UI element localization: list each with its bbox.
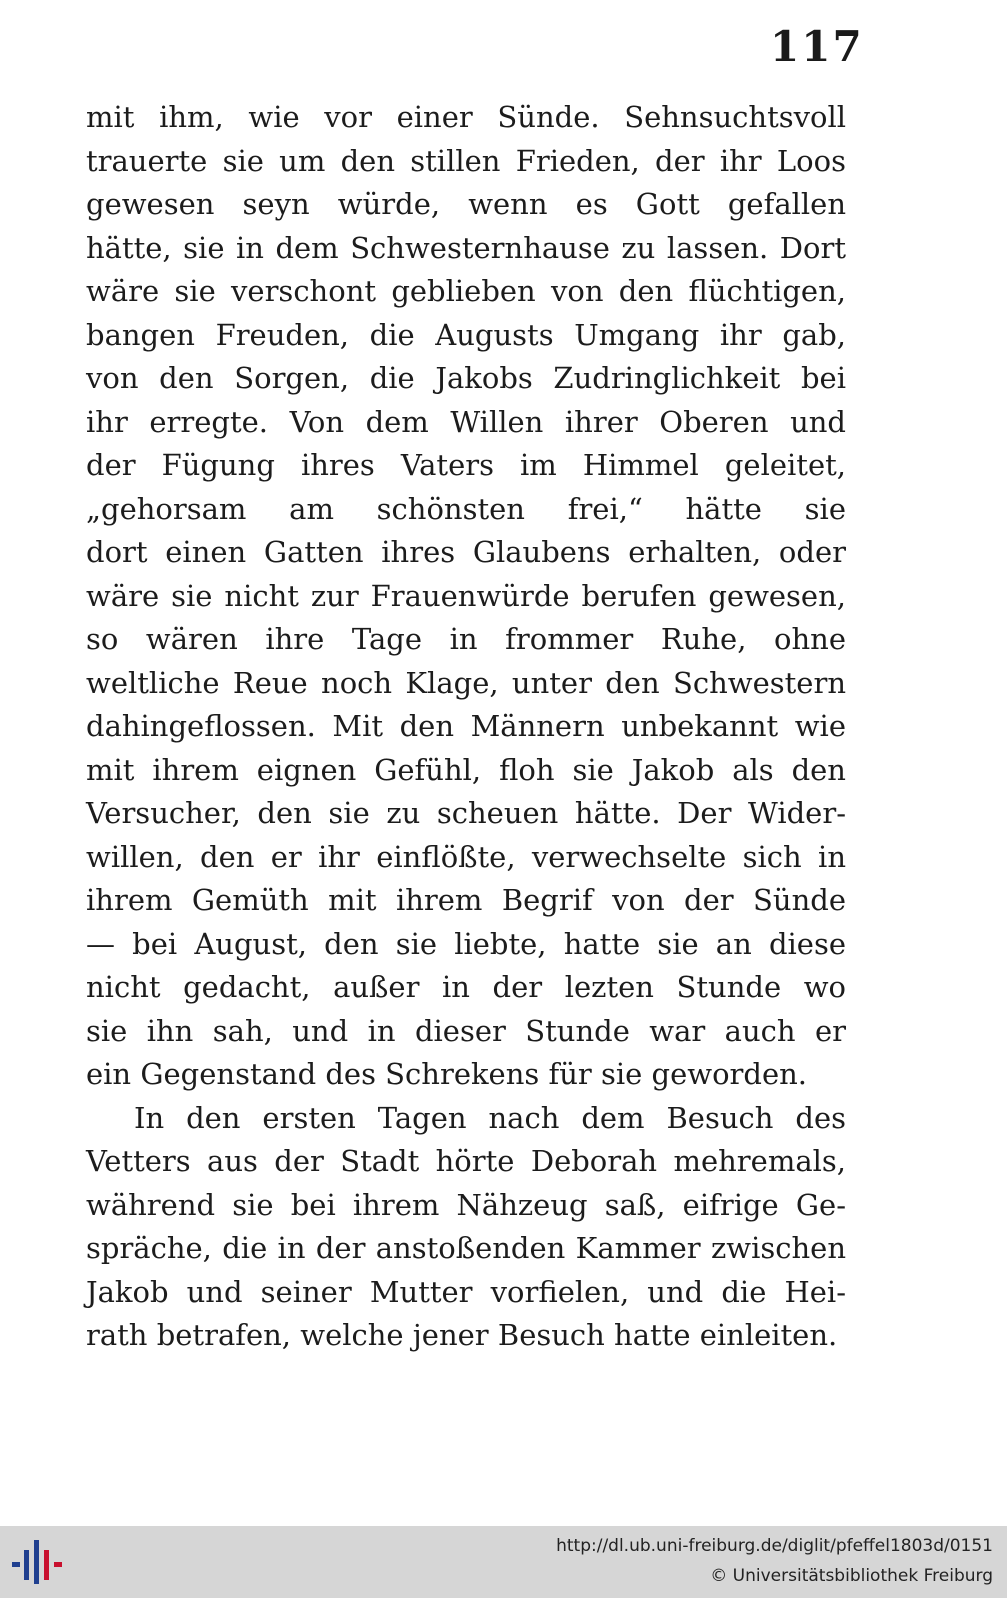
text-line: hätte, sie in dem Schwesternhause zu lassen. Dort <box>86 230 846 265</box>
text-line: ihr erregte. Von dem Willen ihrer Oberen und <box>86 404 846 439</box>
text-line: Jakob und seiner Mutter vorfielen, und die Hei- <box>86 1274 846 1309</box>
text-line: dahingeflossen. Mit den Männern unbekannt wie <box>86 709 846 743</box>
document-url-link[interactable]: http://dl.ub.uni-freiburg.de/diglit/pfeffel1803d/0151 <box>556 1536 993 1556</box>
text-line: trauerte sie um den stillen Frieden, der ihr Loos <box>86 143 846 178</box>
text-line: weltliche Reue noch Klage, unter den Schwestern <box>86 665 846 700</box>
text-line: wäre sie verschont geblieben von den flüchtigen, <box>86 274 846 308</box>
text-line: Vetters aus der Stadt hörte Deborah mehremals, <box>86 1144 846 1178</box>
page-number: 117 <box>770 22 864 71</box>
text-line: von den Sorgen, die Jakobs Zudringlichkeit bei <box>86 361 846 395</box>
ub-freiburg-logo-icon[interactable] <box>12 1540 64 1584</box>
text-line: während sie bei ihrem Nähzeug saß, eifrige Ge- <box>86 1187 846 1222</box>
text-line: mit ihrem eignen Gefühl, floh sie Jakob als den <box>86 752 846 787</box>
text-line: — bei August, den sie liebte, hatte sie an diese <box>86 926 846 961</box>
text-line: In den ersten Tagen nach dem Besuch des <box>134 1100 846 1135</box>
text-line: gewesen seyn würde, wenn es Gott gefallen <box>86 187 846 221</box>
text-line: rath betrafen, welche jener Besuch hatte einleiten. <box>86 1318 838 1352</box>
text-line: dort einen Gatten ihres Glaubens erhalten, oder <box>86 535 846 569</box>
text-line: „gehorsam am schönsten frei,“ hätte sie <box>86 491 846 526</box>
viewer-footer <box>0 1526 1007 1598</box>
text-line: ihrem Gemüth mit ihrem Begrif von der Sünde <box>86 883 846 917</box>
text-line: willen, den er ihr einflößte, verwechselte sich in <box>86 839 846 874</box>
copyright-notice: © Universitätsbibliothek Freiburg <box>710 1566 993 1586</box>
text-line: mit ihm, wie vor einer Sünde. Sehnsuchtsvoll <box>86 100 846 134</box>
text-line: Versucher, den sie zu scheuen hätte. Der Wider- <box>86 796 846 830</box>
text-line: spräche, die in der anstoßenden Kammer zwischen <box>86 1231 846 1265</box>
text-line: bangen Freuden, die Augusts Umgang ihr gab, <box>86 317 846 352</box>
text-line: sie ihn sah, und in dieser Stunde war auch er <box>86 1013 846 1048</box>
text-line: ein Gegenstand des Schrekens für sie geworden. <box>86 1057 808 1091</box>
text-line: der Fügung ihres Vaters im Himmel geleitet, <box>86 448 846 482</box>
body-text <box>86 96 846 1358</box>
text-line: so wären ihre Tage in frommer Ruhe, ohne <box>86 622 846 656</box>
text-line: nicht gedacht, außer in der lezten Stunde wo <box>86 970 846 1004</box>
text-line: wäre sie nicht zur Frauenwürde berufen gewesen, <box>86 578 846 613</box>
